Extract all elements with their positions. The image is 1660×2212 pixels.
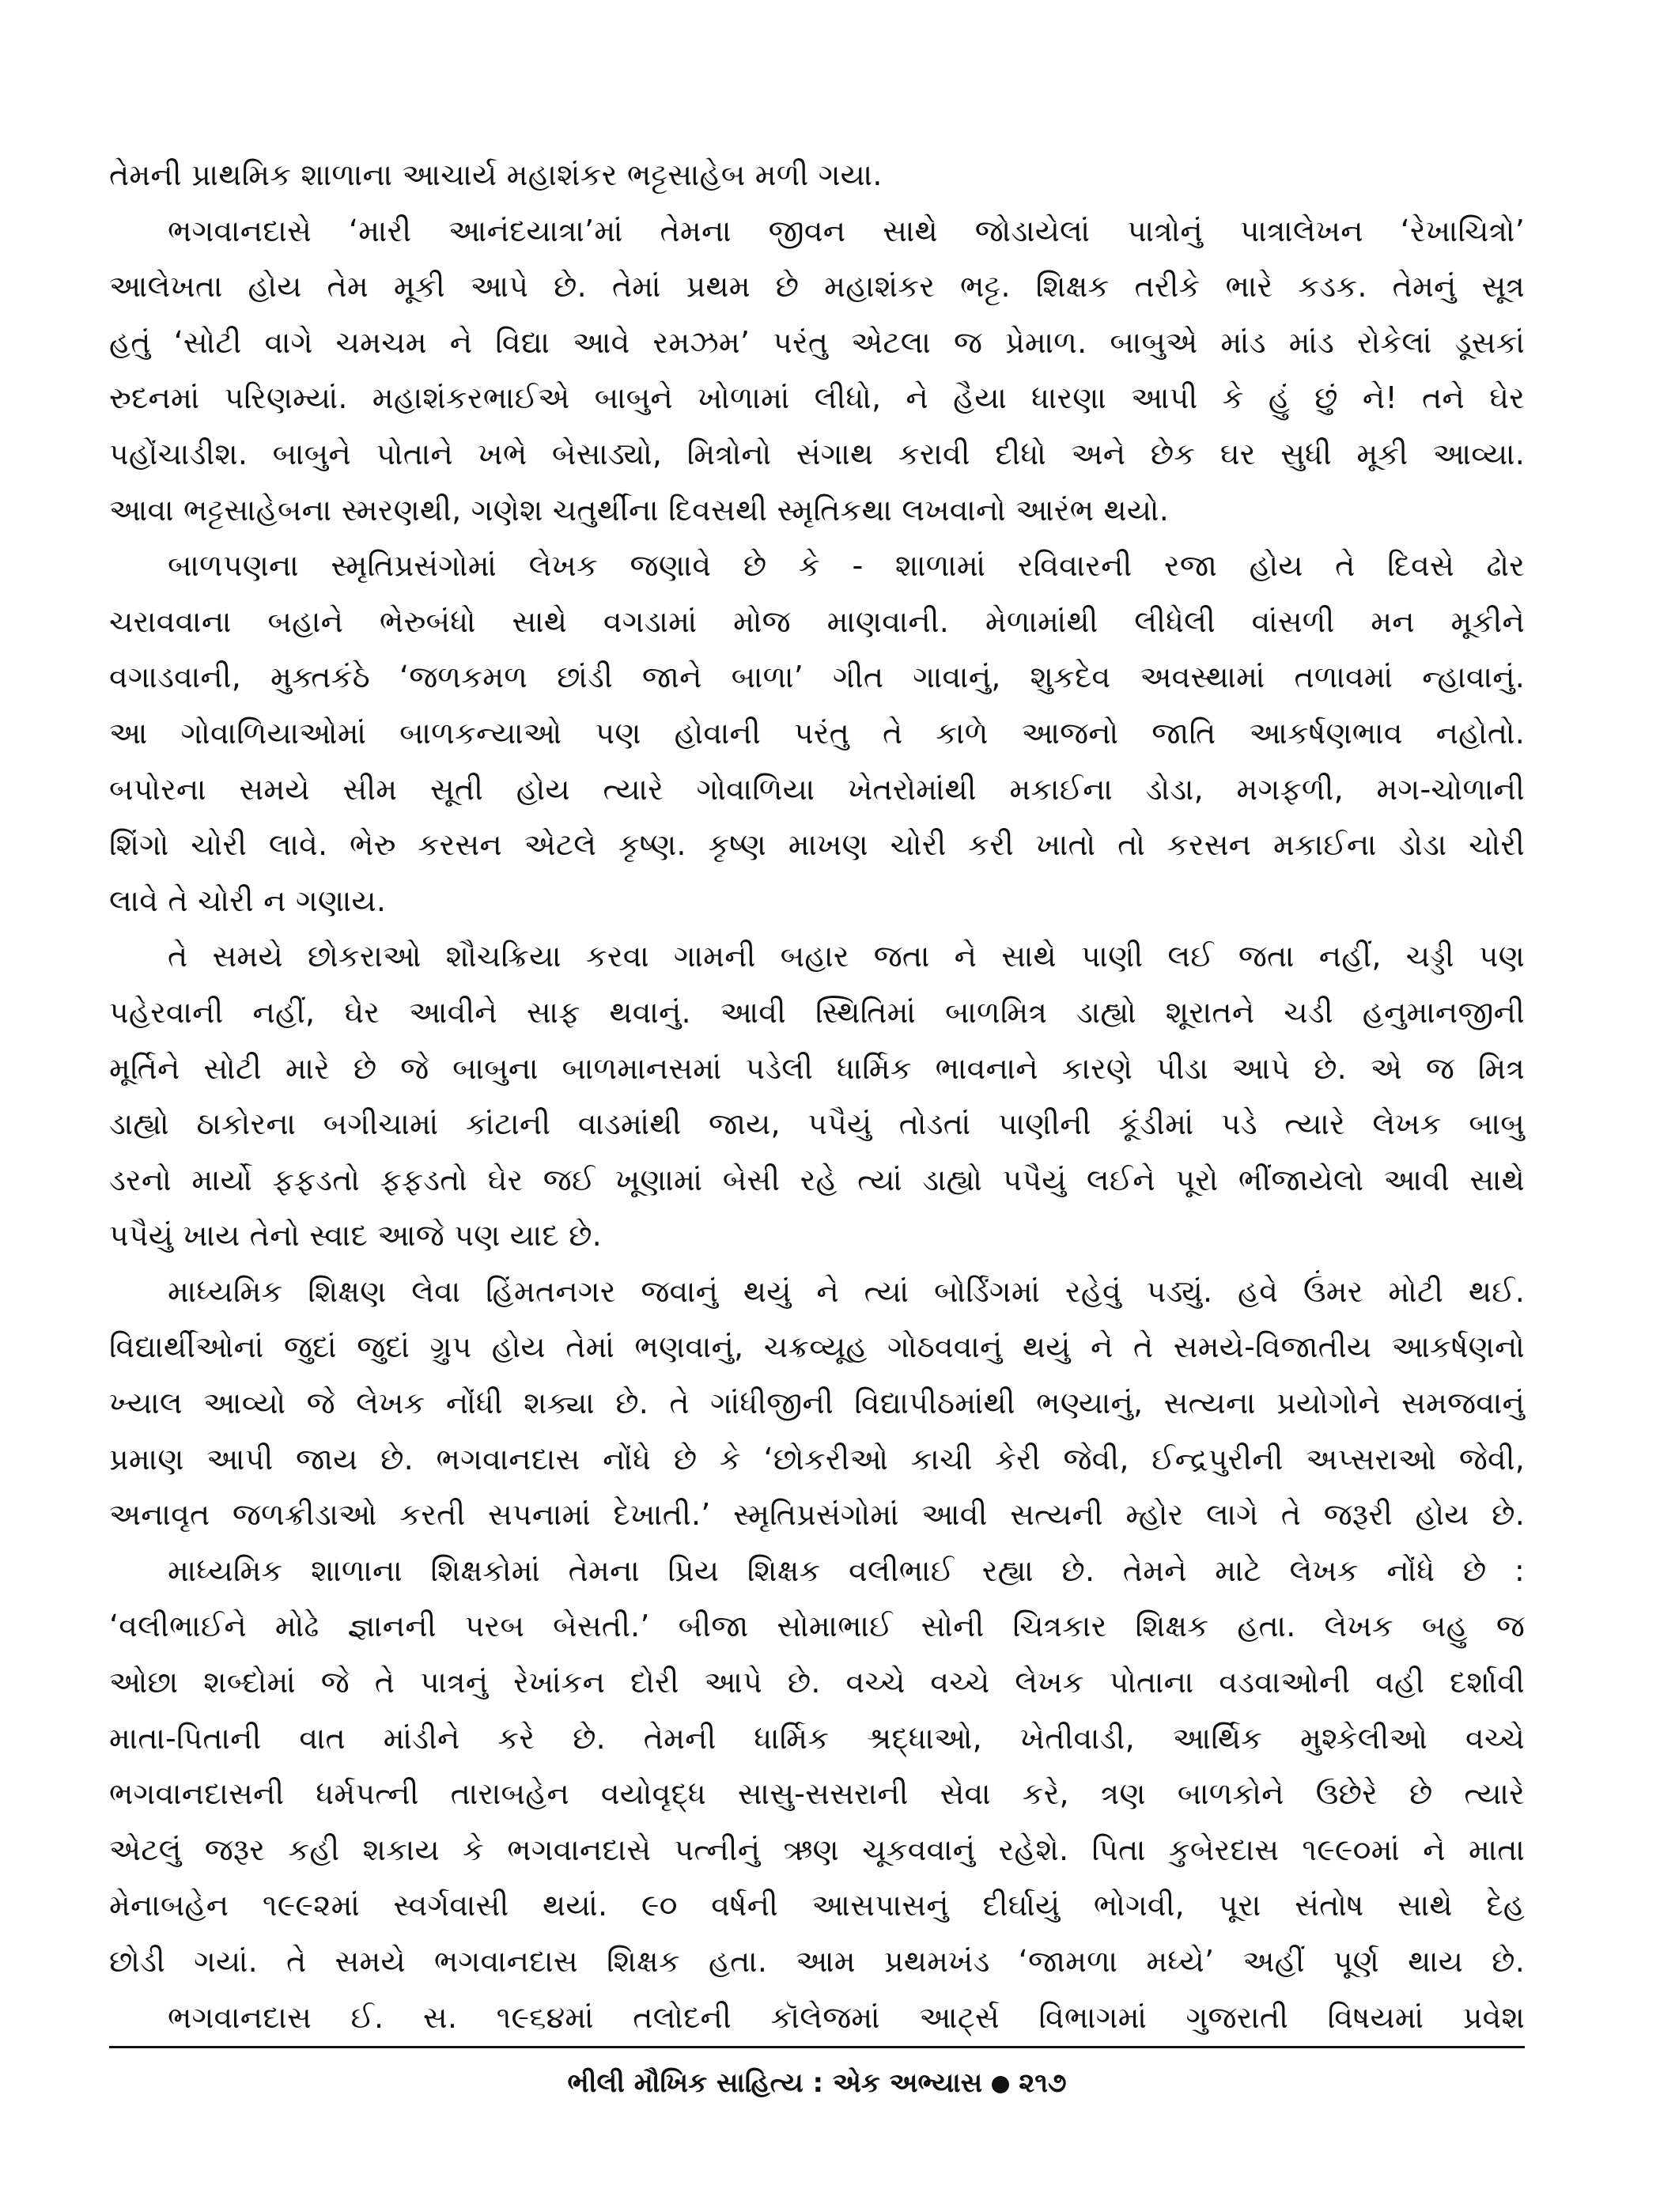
text-line: તેમની પ્રાથમિક શાળાના આચાર્ય મહાશંકર ભટ્ટસાહેબ મળી ગયા. [109, 157, 883, 192]
text-line: પહેરવાની નહીં, ઘેર આવીને સાફ થવાનું. આવી સ્થિતિમાં બાળમિત્ર ડાહ્યો શૂરાતને ચડી હનુમાનજીની [109, 994, 1525, 1030]
bullet-icon [992, 2076, 1009, 2093]
text-line: રુદનમાં પરિણમ્યાં. મહાશંકરભાઈએ બાબુને ખોળામાં લીધો, ને હૈયા ધારણા આપી કે હું છું ને! તને ઘેર [109, 380, 1525, 416]
text-line: પહોંચાડીશ. બાબુને પોતાને ખભે બેસાડ્યો, મિત્રોનો સંગાથ કરાવી દીધો અને છેક ઘર સુધી મૂકી આવ્યા. [109, 436, 1525, 471]
text-line: તે સમયે છોકરાઓ શૌચક્રિયા કરવા ગામની બહાર જતા ને સાથે પાણી લઈ જતા નહીં, ચડ્ડી પણ [168, 939, 1525, 974]
text-line: એટલું જરૂર કહી શકાય કે ભગવાનદાસે પત્નીનું ઋણ ચૂકવવાનું રહેશે. પિતા કુબેરદાસ ૧૯૯૦માં ને માતા [109, 1832, 1525, 1867]
text-line: ભગવાનદાસે ‘મારી આનંદયાત્રા’માં તેમના જીવન સાથે જોડાયેલાં પાત્રોનું પાત્રાલેખન ‘રેખાચિત્રો’ [168, 213, 1525, 248]
text-line: શિંગો ચોરી લાવે. ભેરુ કરસન એટલે કૃષ્ણ. કૃષ્ણ માખણ ચોરી કરી ખાતો તો કરસન મકાઈના ડોડા ચોરી [109, 827, 1525, 863]
text-line: બપોરના સમયે સીમ સૂતી હોય ત્યારે ગોવાળિયા ખેતરોમાંથી મકાઈના ડોડા, મગફળી, મગ-ચોળાની [109, 771, 1525, 807]
book-title: ભીલી મૌખિક સાહિત્ય : એક અભ્યાસ [567, 2067, 983, 2099]
text-line: પપૈયું ખાય તેનો સ્વાદ આજે પણ યાદ છે. [109, 1218, 602, 1253]
text-line: માધ્યમિક શિક્ષણ લેવા હિંમતનગર જવાનું થયું ને ત્યાં બોર્ડિંગમાં રહેવું પડ્યું. હવે ઉંમર મોટી થઈ. [168, 1273, 1525, 1309]
text-line: બાળપણના સ્મૃતિપ્રસંગોમાં લેખક જણાવે છે કે - શાળામાં રવિવારની રજા હોય તે દિવસે ઢોર [168, 548, 1525, 584]
text-line: ‘વલીભાઈને મોઢે જ્ઞાનની પરબ બેસતી.’ બીજા સોમાભાઈ સોની ચિત્રકાર શિક્ષક હતા. લેખક બહુ જ [109, 1609, 1525, 1644]
page-footer [109, 2063, 1525, 2104]
text-line: ભગવાનદાસની ધર્મપત્ની તારાબહેન વયોવૃદ્ધ સાસુ-સસરાની સેવા કરે, ત્રણ બાળકોને ઉછેરે છે ત્યારે [109, 1776, 1525, 1812]
text-line: માતા-પિતાની વાત માંડીને કરે છે. તેમની ધાર્મિક શ્રદ્ધાઓ, ખેતીવાડી, આર્થિક મુશ્કેલીઓ વચ્ચે [109, 1720, 1525, 1756]
text-line: આ ગોવાળિયાઓમાં બાળકન્યાઓ પણ હોવાની પરંતુ તે કાળે આજનો જાતિ આકર્ષણભાવ નહોતો. [109, 715, 1525, 751]
text-line: લાવે તે ચોરી ન ગણાય. [109, 883, 387, 918]
text-line: મૂર્તિને સોટી મારે છે જે બાબુના બાળમાનસમાં પડેલી ધાર્મિક ભાવનાને કારણે પીડા આપે છે. એ જ મિત્ર [109, 1050, 1525, 1086]
text-line: માધ્યમિક શાળાના શિક્ષકોમાં તેમના પ્રિય શિક્ષક વલીભાઈ રહ્યા છે. તેમને માટે લેખક નોંધે છે : [168, 1552, 1525, 1588]
text-line: હતું ‘સોટી વાગે ચમચમ ને વિદ્યા આવે રમઝમ’ પરંતુ એટલા જ પ્રેમાળ. બાબુએ માંડ માંડ રોકેલાં ડૂસકાં [109, 324, 1525, 360]
text-line: મેનાબહેન ૧૯૯૨માં સ્વર્ગવાસી થયાં. ૯૦ વર્ષની આસપાસનું દીર્ઘાયું ભોગવી, પૂરા સંતોષ સાથે દેહ [109, 1888, 1525, 1923]
footer-divider [109, 2046, 1525, 2048]
text-line: વિદ્યાર્થીઓનાં જુદાં જુદાં ગ્રુપ હોય તેમાં ભણવાનું, ચક્રવ્યૂહ ગોઠવવાનું થયું ને તે સમયે-વિજાતીય આકર્ષણનો [109, 1329, 1525, 1365]
text-line: અનાવૃત જળક્રીડાઓ કરતી સપનામાં દેખાતી.’ સ્મૃતિપ્રસંગોમાં આવી સત્યની મ્હોર લાગે તે જરૂરી હોય છે. [109, 1497, 1525, 1533]
text-line: ચરાવવાના બહાને ભેરુબંધો સાથે વગડામાં મોજ માણવાની. મેળામાંથી લીધેલી વાંસળી મન મૂકીને [109, 603, 1525, 639]
text-line: ખ્યાલ આવ્યો જે લેખક નોંધી શક્યા છે. તે ગાંધીજીની વિદ્યાપીઠમાંથી ભણ્યાનું, સત્યના પ્રયોગોને સમજવાનું [109, 1386, 1525, 1421]
text-line: વગાડવાની, મુક્તકંઠે ‘જળકમળ છાંડી જાને બાળા’ ગીત ગાવાનું, શુકદેવ અવસ્થામાં તળાવમાં ન્હાવાનું. [109, 660, 1525, 695]
text-line: ડરનો માર્યો ફફડતો ફફડતો ઘેર જઈ ખૂણામાં બેસી રહે ત્યાં ડાહ્યો પપૈયું લઈને પૂરો ભીંજાયેલો આવી સાથે [109, 1162, 1525, 1197]
text-line: ઓછા શબ્દોમાં જે તે પાત્રનું રેખાંકન દોરી આપે છે. વચ્ચે વચ્ચે લેખક પોતાના વડવાઓની વહી દર્શાવી [109, 1665, 1525, 1700]
text-line: ભગવાનદાસ ઈ. સ. ૧૯૬૪માં તલોદની કૉલેજમાં આર્ટ્સ વિભાગમાં ગુજરાતી વિષયમાં પ્રવેશ [168, 1999, 1525, 2035]
page-body [109, 147, 1525, 2045]
text-line: ડાહ્યો ઠાકોરના બગીચામાં કાંટાની વાડમાંથી જાય, પપૈયું તોડતાં પાણીની કૂંડીમાં પડે ત્યારે લેખક બાબુ [109, 1106, 1525, 1142]
text-line: આલેખતા હોય તેમ મૂકી આપે છે. તેમાં પ્રથમ છે મહાશંકર ભટ્ટ. શિક્ષક તરીકે ભારે કડક. તેમનું સૂત્ર [109, 269, 1525, 304]
text-line: પ્રમાણ આપી જાય છે. ભગવાનદાસ નોંધે છે કે ‘છોકરીઓ કાચી કેરી જેવી, ઈન્દ્રપુરીની અપ્સરાઓ જેવી, [109, 1441, 1525, 1477]
text-line: આવા ભટ્ટસાહેબના સ્મરણથી, ગણેશ ચતુર્થીના દિવસથી સ્મૃતિકથા લખવાનો આરંભ થયો. [109, 492, 1169, 527]
text-line: છોડી ગયાં. તે સમયે ભગવાનદાસ શિક્ષક હતા. આમ પ્રથમખંડ ‘જામળા મધ્યે’ અહીં પૂર્ણ થાય છે. [109, 1944, 1525, 1979]
page-number: ૨૧૭ [1019, 2067, 1067, 2099]
